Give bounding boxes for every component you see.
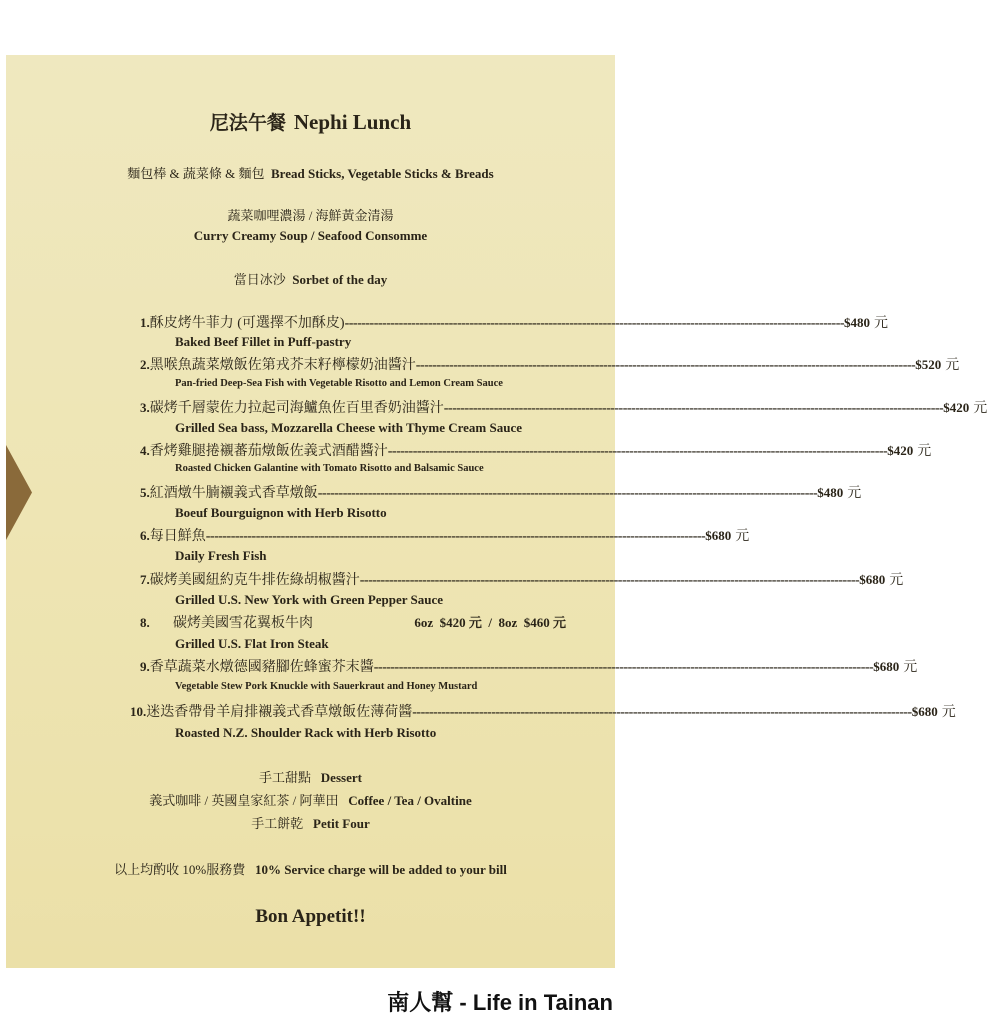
item-name-en: Pan-fried Deep-Sea Fish with Vegetable Risotto and Lemon Cream Sauce	[175, 378, 503, 389]
petit-line	[0, 813, 621, 832]
breads-line	[0, 163, 621, 182]
item-number: 8.	[140, 615, 150, 630]
soup-zh: 蔬菜咖哩濃湯 / 海鮮黃金清湯	[227, 208, 394, 223]
item-currency: 元	[847, 486, 862, 501]
item-price: $680	[873, 659, 900, 674]
drinks-line	[0, 790, 621, 809]
item-price: $520	[915, 357, 942, 372]
item-number: 1.	[140, 315, 150, 330]
dotted-leader: ------------------------------------------------------------------------------------------------------------------------	[359, 573, 860, 588]
item-currency: 元	[941, 705, 956, 720]
item-price: $480	[817, 485, 844, 500]
item-name-en: Grilled U.S. New York with Green Pepper Sauce	[175, 592, 444, 607]
item-name-zh: 碳烤美國紐約克牛排佐綠胡椒醬汁	[149, 573, 360, 588]
item-name-en: Grilled U.S. Flat Iron Steak	[175, 636, 329, 651]
item-name-en: Roasted Chicken Galantine with Tomato Risotto and Balsamic Sauce	[175, 463, 484, 474]
menu-item-row	[140, 354, 960, 374]
menu-item-row	[130, 701, 956, 721]
item-name-zh: 酥皮烤牛菲力 (可選擇不加酥皮)	[149, 316, 345, 331]
item-number: 10.	[130, 704, 147, 719]
menu-item-row	[140, 656, 918, 676]
menu-item-row	[140, 397, 987, 417]
dotted-leader: ------------------------------------------------------------------------------------------------------------------------	[415, 358, 916, 373]
menu-item-row	[140, 440, 932, 460]
menu-item-row	[140, 569, 904, 589]
menu-item-row	[140, 312, 889, 332]
item-number: 4.	[140, 443, 150, 458]
item-currency: 元	[874, 316, 889, 331]
closing-text: Bon Appetit!!	[255, 906, 366, 927]
item-name-zh: 紅酒燉牛腩襯義式香草燉飯	[149, 486, 318, 501]
service-zh: 以上均酌收 10%服務費	[114, 862, 246, 877]
petit-zh: 手工餅乾	[251, 816, 304, 831]
item-name-en: Daily Fresh Fish	[175, 548, 267, 563]
item-currency: 元	[735, 529, 750, 544]
dotted-leader: ------------------------------------------------------------------------------------------------------------------------	[443, 401, 944, 416]
item-name-zh: 每日鮮魚	[149, 529, 206, 544]
item-name-zh: 黑喉魚蔬菜燉飯佐第戎芥末籽檸檬奶油醬汁	[149, 358, 416, 373]
item-number: 2.	[140, 357, 150, 372]
item-name-zh: 香草蔬菜水燉德國豬腳佐蜂蜜芥末醬	[149, 660, 374, 675]
item-name-en: Vegetable Stew Pork Knuckle with Sauerkraut and Honey Mustard	[175, 681, 478, 692]
dotted-leader: ------------------------------------------------------------------------------------------------------------------------	[205, 529, 706, 544]
drinks-zh: 義式咖啡 / 英國皇家紅茶 / 阿華田	[149, 793, 339, 808]
item-currency: 元	[917, 444, 932, 459]
menu-item-row	[140, 525, 750, 545]
item-price: $480	[844, 315, 871, 330]
item-name-zh: 迷迭香帶骨羊肩排襯義式香草燉飯佐薄荷醬	[146, 705, 413, 720]
item-name-en: Grilled Sea bass, Mozzarella Cheese with Thyme Cream Sauce	[175, 420, 522, 435]
soup-en: Curry Creamy Soup / Seafood Consomme	[193, 228, 428, 243]
dessert-line	[0, 767, 621, 786]
item-number: 7.	[140, 572, 150, 587]
petit-en: Petit Four	[313, 816, 370, 831]
item-name-zh: 碳烤美國雪花翼板牛肉	[173, 616, 313, 631]
dessert-zh: 手工甜點	[259, 770, 312, 785]
item-currency: 元	[973, 401, 987, 416]
sorbet-zh: 當日冰沙	[233, 272, 286, 287]
menu-title	[0, 108, 621, 135]
drinks-en: Coffee / Tea / Ovaltine	[348, 793, 472, 808]
item-currency: 元	[889, 573, 904, 588]
dotted-leader: ------------------------------------------------------------------------------------------------------------------------	[344, 316, 845, 331]
item-name-en: Baked Beef Fillet in Puff-pastry	[175, 334, 352, 349]
item-price: $420	[943, 400, 970, 415]
menu-item-row	[140, 612, 566, 632]
menu-item-row	[140, 482, 862, 502]
item-name-zh: 香烤雞腿捲襯蕃茄燉飯佐義式酒醋醬汁	[149, 444, 388, 459]
item-number: 5.	[140, 485, 150, 500]
sorbet-line	[0, 269, 621, 288]
dotted-leader: ------------------------------------------------------------------------------------------------------------------------	[387, 444, 888, 459]
dotted-leader: ------------------------------------------------------------------------------------------------------------------------	[317, 486, 818, 501]
item-number: 3.	[140, 400, 150, 415]
item-currency: 元	[903, 660, 918, 675]
item-number: 6.	[140, 528, 150, 543]
item-name-en: Boeuf Bourguignon with Herb Risotto	[175, 505, 387, 520]
dotted-leader: ------------------------------------------------------------------------------------------------------------------------	[412, 705, 912, 720]
dotted-leader: ------------------------------------------------------------------------------------------------------------------------	[373, 660, 874, 675]
title-zh: 尼法午餐	[209, 113, 286, 134]
item-number: 9.	[140, 659, 150, 674]
sorbet-en: Sorbet of the day	[292, 272, 388, 287]
watermark: 南人幫 - Life in Tainan	[387, 990, 613, 1015]
item-price: $420	[887, 443, 914, 458]
item-currency: 元	[945, 358, 960, 373]
breads-zh: 麵包棒 & 蔬菜條 & 麵包	[127, 166, 265, 181]
item-price: $680	[911, 704, 938, 719]
title-en: Nephi Lunch	[293, 110, 412, 134]
item-name-zh: 碳烤千層蒙佐力拉起司海鱸魚佐百里香奶油醬汁	[149, 401, 444, 416]
item-size-options: 6oz $420 元 / 8oz $460 元	[414, 615, 566, 630]
service-en: 10% Service charge will be added to your bill	[255, 862, 507, 877]
dessert-en: Dessert	[320, 770, 362, 785]
item-price: $680	[705, 528, 732, 543]
item-price: $680	[859, 572, 886, 587]
breads-en: Bread Sticks, Vegetable Sticks & Breads	[271, 166, 494, 181]
service-line	[0, 859, 621, 878]
item-name-en: Roasted N.Z. Shoulder Rack with Herb Risotto	[175, 725, 437, 740]
